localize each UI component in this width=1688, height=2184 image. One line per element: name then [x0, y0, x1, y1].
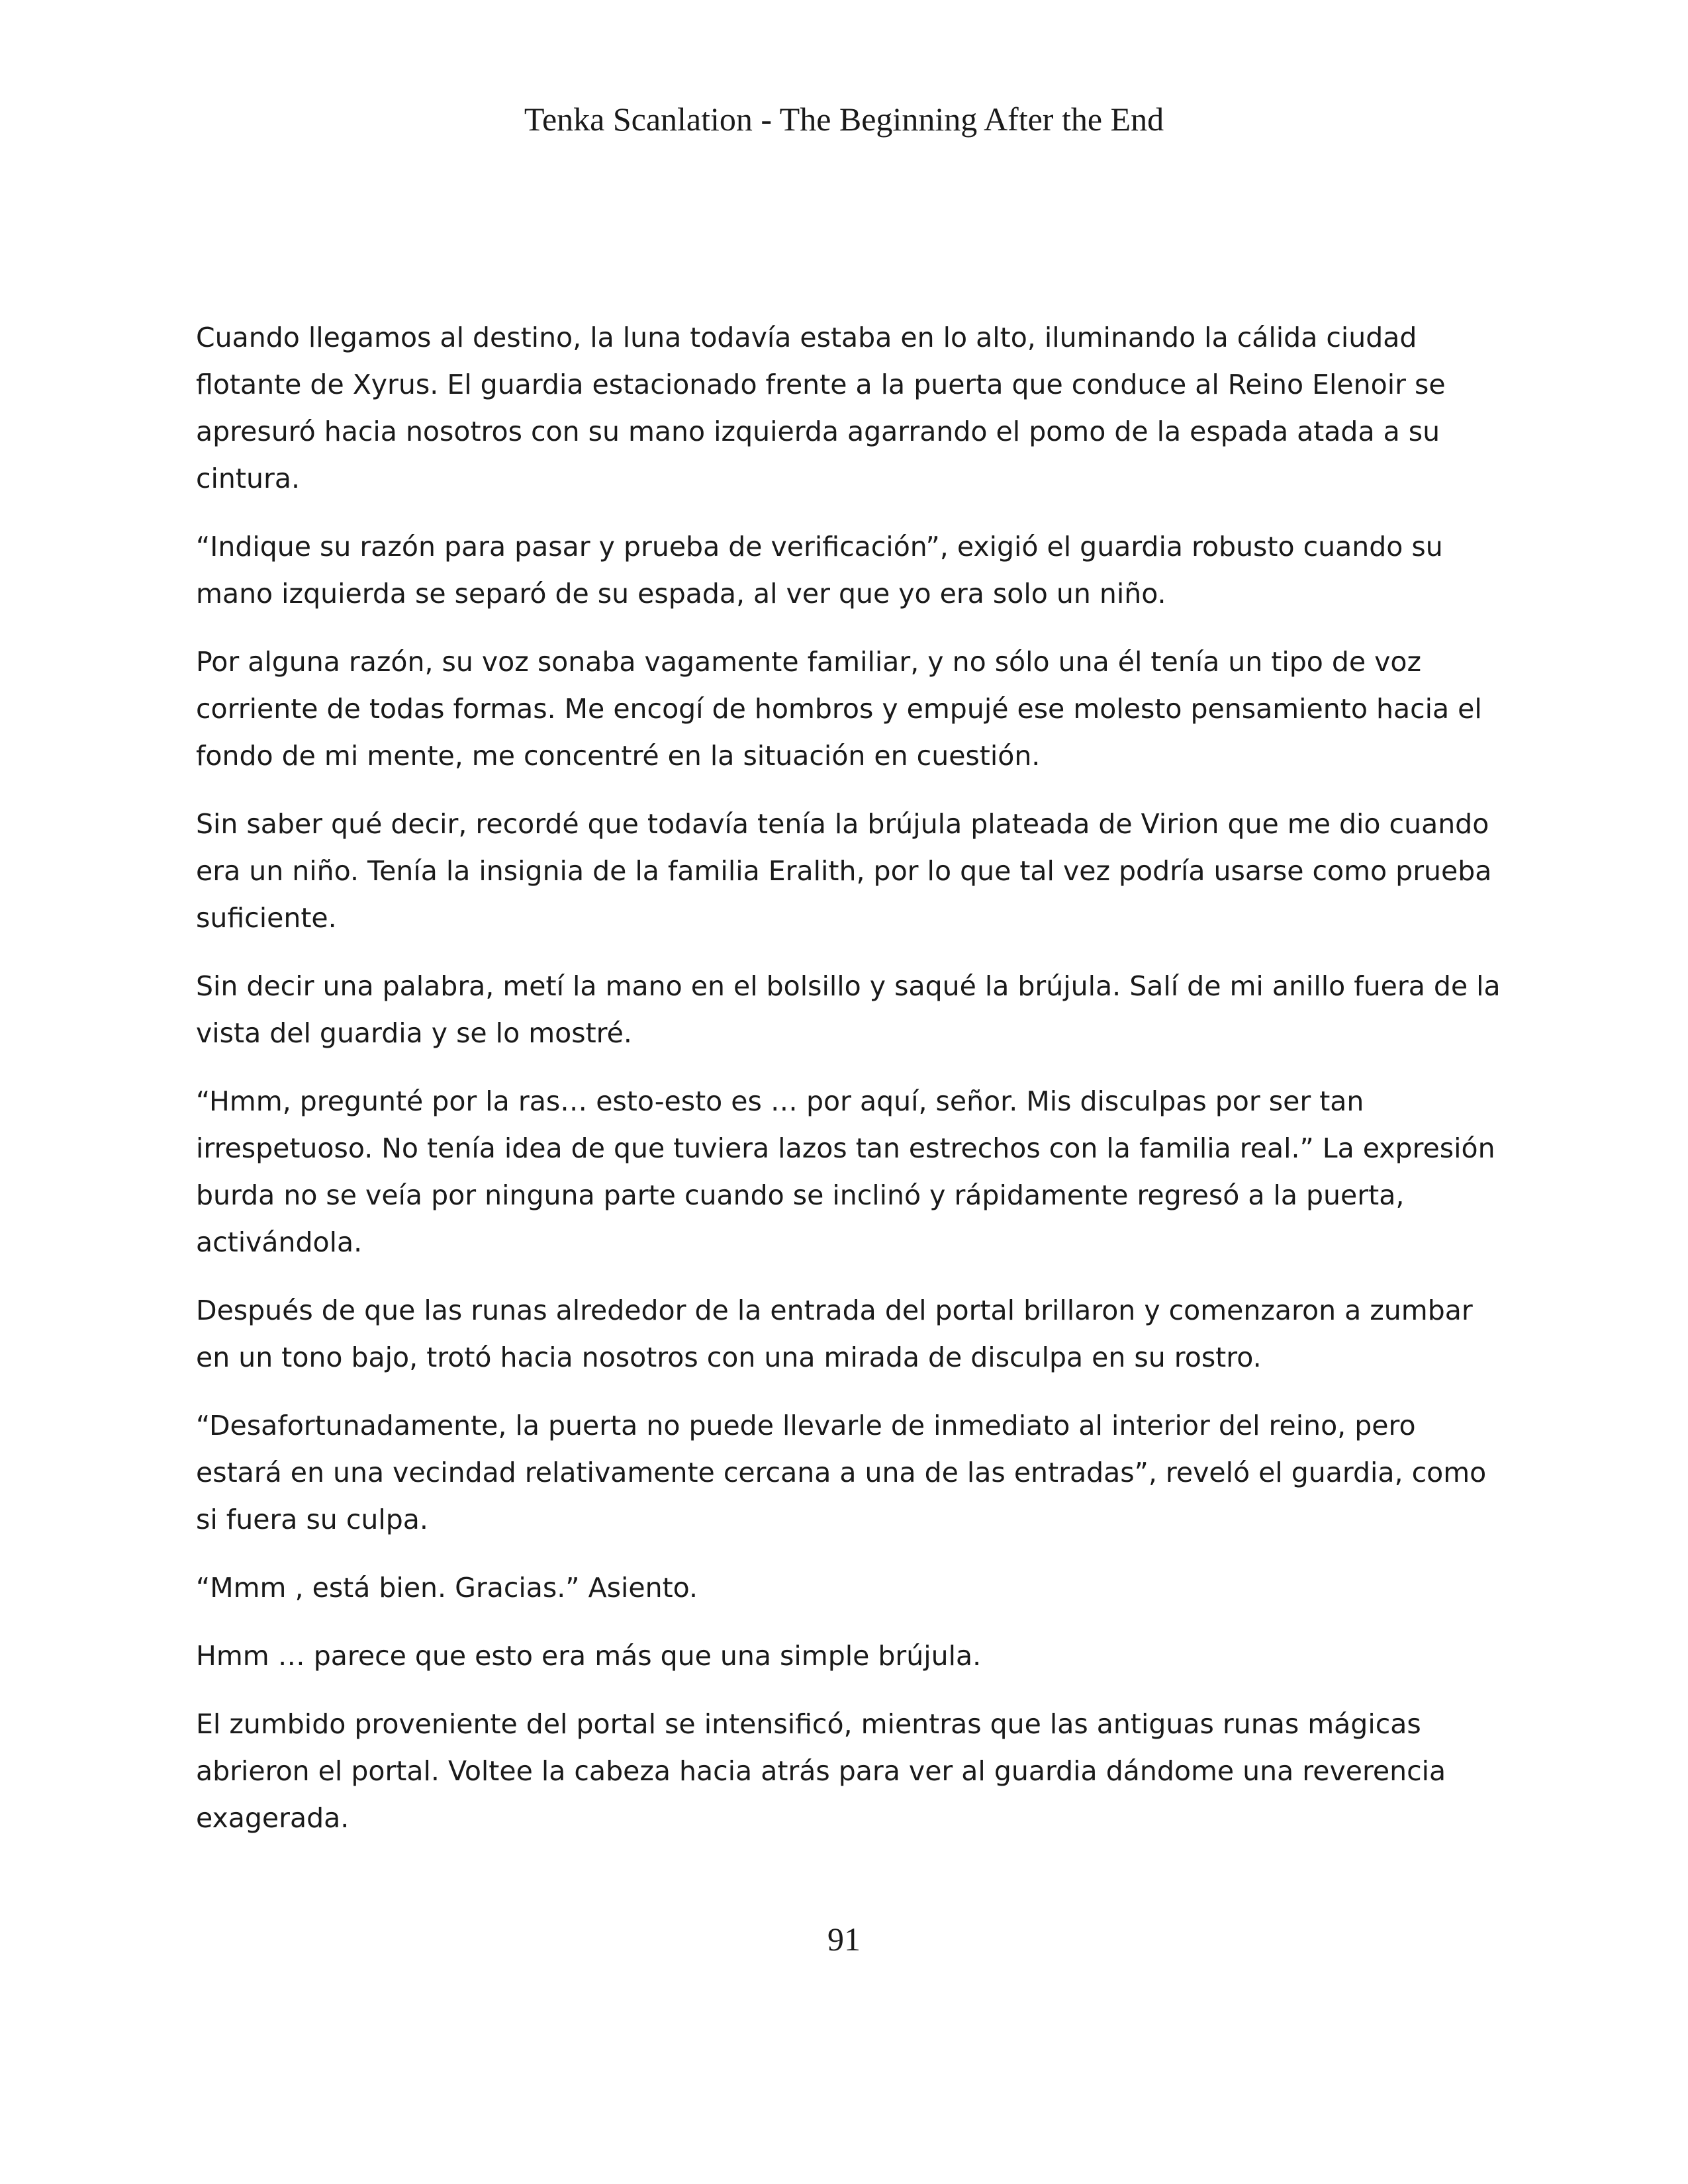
- running-header: Tenka Scanlation - The Beginning After the End: [524, 101, 1164, 138]
- body-text: [196, 314, 1507, 1863]
- paragraph: Hmm … parece que esto era más que una simple brújula.: [196, 1640, 982, 1672]
- page-number: 91: [827, 1921, 861, 1958]
- paragraph: El zumbido proveniente del portal se intensificó, mientras que las antiguas runas mágicas abrieron el portal. Voltee la cabeza hacia atrás para ver al guardia dándome una reverencia exagerada.: [196, 1708, 1446, 1834]
- paragraph: “Hmm, pregunté por la ras… esto-esto es … por aquí, señor. Mis disculpas por ser tan irrespetuoso. No tenía idea de que tuviera lazos tan estrechos con la familia real.” La expresión burda no se veía por ninguna parte cuando se inclinó y rápidamente regresó a la puerta, activándola.: [196, 1085, 1495, 1258]
- paragraph: Cuando llegamos al destino, la luna todavía estaba en lo alto, iluminando la cálida ciudad flotante de Xyrus. El guardia estacionado frente a la puerta que conduce al Reino Elenoir se apresuró hacia nosotros con su mano izquierda agarrando el pomo de la espada atada a su cintura.: [196, 322, 1446, 494]
- paragraph: “Desafortunadamente, la puerta no puede llevarle de inmediato al interior del reino, pero estará en una vecindad relativamente cercana a una de las entradas”, reveló el guardia, como si fuera su culpa.: [196, 1410, 1487, 1535]
- paragraph: Después de que las runas alrededor de la entrada del portal brillaron y comenzaron a zumbar en un tono bajo, trotó hacia nosotros con una mirada de disculpa en su rostro.: [196, 1295, 1473, 1373]
- paragraph: Por alguna razón, su voz sonaba vagamente familiar, y no sólo una él tenía un tipo de voz corriente de todas formas. Me encogí de hombros y empujé ese molesto pensamiento hacia el fondo de mi mente, me concentré en la situación en cuestión.: [196, 646, 1482, 772]
- paragraph: “Mmm , está bien. Gracias.” Asiento.: [196, 1572, 698, 1604]
- paragraph: “Indique su razón para pasar y prueba de verificación”, exigió el guardia robusto cuando su mano izquierda se separó de su espada, al ver que yo era solo un niño.: [196, 531, 1443, 610]
- paragraph: Sin decir una palabra, metí la mano en el bolsillo y saqué la brújula. Salí de mi anillo fuera de la vista del guardia y se lo mostré.: [196, 970, 1501, 1049]
- paragraph: Sin saber qué decir, recordé que todavía tenía la brújula plateada de Virion que me dio cuando era un niño. Tenía la insignia de la familia Eralith, por lo que tal vez podría usarse como prueba suficiente.: [196, 808, 1492, 934]
